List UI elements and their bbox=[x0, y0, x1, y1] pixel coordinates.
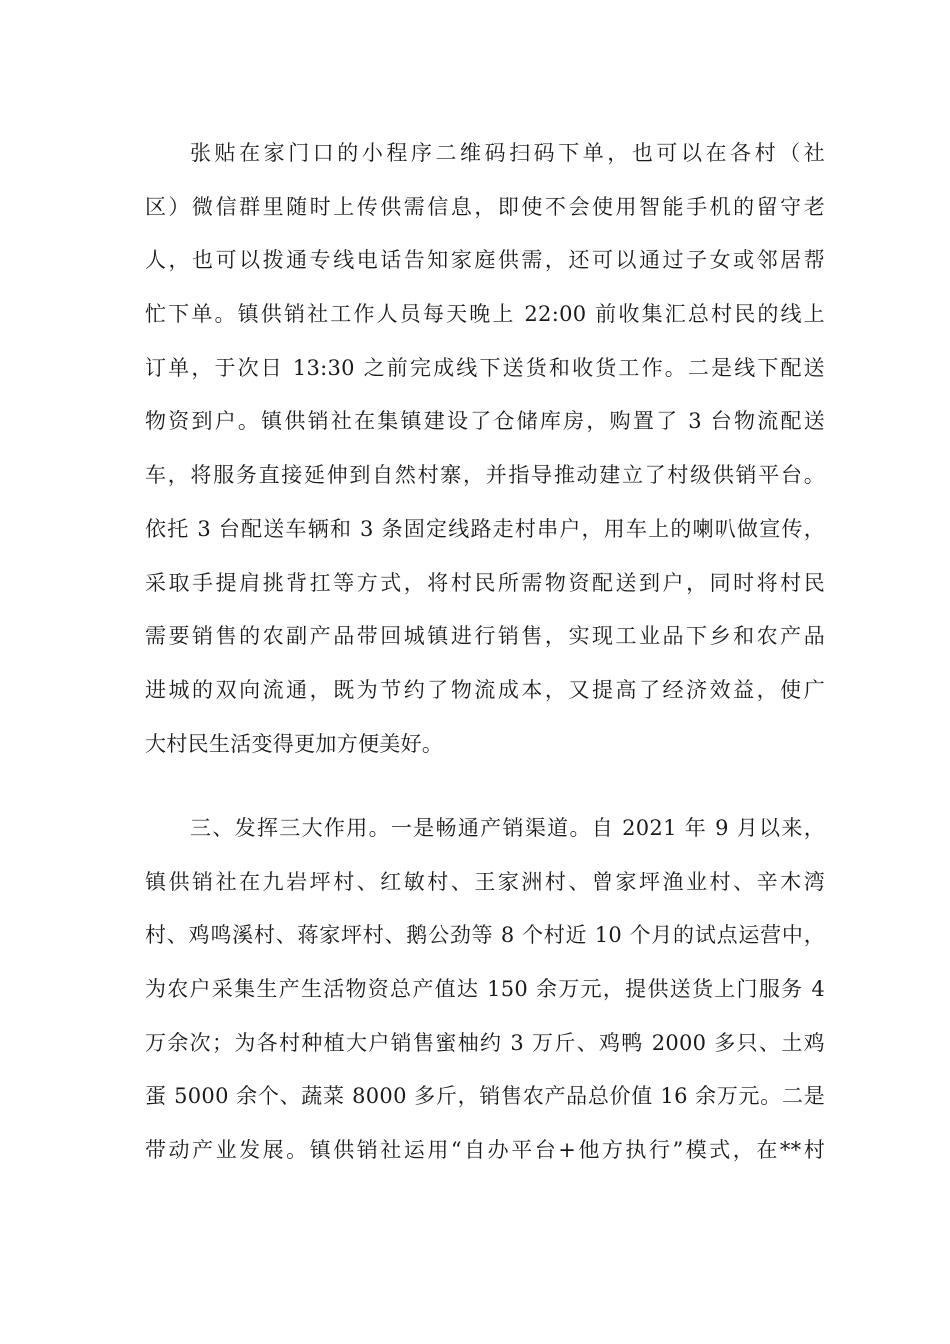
paragraph-line: 人，也可以拨通专线电话告知家庭供需，还可以通过子女或邻居帮 bbox=[145, 248, 825, 273]
paragraph-line: 蛋 5000 余个、蔬菜 8000 多斤，销售农产品总价值 16 余万元。二是 bbox=[145, 1084, 825, 1109]
paragraph-line: 忙下单。镇供销社工作人员每天晚上 22:00 前收集汇总村民的线上 bbox=[145, 302, 825, 327]
paragraph-line: 村、鸡鸣溪村、蒋家坪村、鹅公劲等 8 个村近 10 个月的试点运营中， bbox=[145, 923, 825, 948]
paragraph-2 bbox=[145, 802, 825, 1178]
paragraph-line: 采取手提肩挑背扛等方式，将村民所需物资配送到户，同时将村民 bbox=[145, 570, 825, 595]
paragraph-line: 张贴在家门口的小程序二维码扫码下单，也可以在各村（社 bbox=[190, 141, 825, 165]
paragraph-line: 万余次；为各村种植大户销售蜜柚约 3 万斤、鸡鸭 2000 多只、土鸡 bbox=[145, 1030, 825, 1055]
paragraph-line: 带动产业发展。镇供销社运用“自办平台+他方执行”模式，在**村 bbox=[145, 1138, 825, 1163]
paragraph-line: 依托 3 台配送车辆和 3 条固定线路走村串户，用车上的喇叭做宣传， bbox=[145, 516, 825, 541]
paragraph-1 bbox=[145, 127, 825, 771]
paragraph-line: 物资到户。镇供销社在集镇建设了仓储库房，购置了 3 台物流配送 bbox=[145, 409, 825, 434]
paragraph-line: 进城的双向流通，既为节约了物流成本，又提高了经济效益，使广 bbox=[145, 677, 825, 702]
paragraph-line: 为农户采集生产生活物资总产值达 150 余万元，提供送货上门服务 4 bbox=[145, 977, 825, 1002]
paragraph-line: 车，将服务直接延伸到自然村寨，并指导推动建立了村级供销平台。 bbox=[145, 463, 825, 488]
paragraph-line: 大村民生活变得更加方便美好。 bbox=[145, 731, 444, 756]
paragraph-line: 订单，于次日 13:30 之前完成线下送货和收货工作。二是线下配送 bbox=[145, 355, 825, 380]
paragraph-line: 三、发挥三大作用。一是畅通产销渠道。自 2021 年 9 月以来， bbox=[190, 816, 825, 840]
paragraph-line: 镇供销社在九岩坪村、红敏村、王家洲村、曾家坪渔业村、辛木湾 bbox=[145, 869, 825, 894]
paragraph-line: 需要销售的农副产品带回城镇进行销售，实现工业品下乡和农产品 bbox=[145, 624, 825, 649]
paragraph-line: 区）微信群里随时上传供需信息，即使不会使用智能手机的留守老 bbox=[145, 194, 825, 219]
